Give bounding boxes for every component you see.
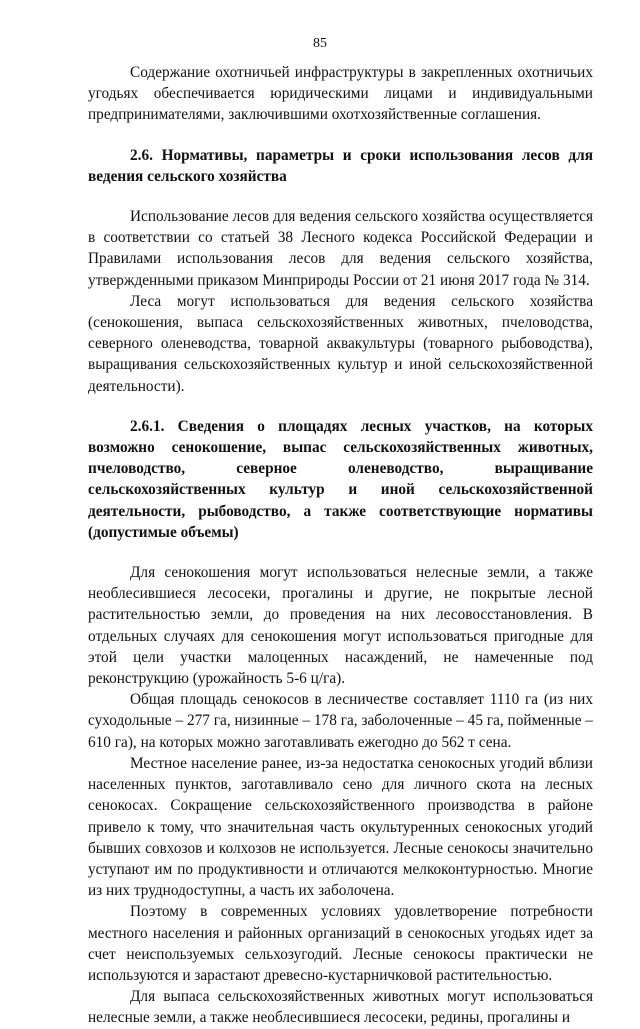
page-number: 85 — [313, 36, 327, 51]
paragraph-grazing-lands: Для выпаса сельскохозяйственных животных могут использоваться нелесные земли, а также необлесившиеся лесосеки, редины, прогалины и — [88, 988, 593, 1027]
paragraph-haymaking-lands: Для сенокошения могут использоваться нелесные земли, а также необлесившиеся лесосеки, прогалины и другие, не покрытые лесной растительностью земли, до проведения на них лесовосстановления. В отдельных случаях для сенокошения могут использоваться пригодные для этой цели участки малоценных насаждений, не намеченные под реконструкцию (урожайность 5-6 ц/га). — [88, 564, 593, 688]
paragraph-local-population: Местное население ранее, из-за недостатка сенокосных угодий вблизи населенных пунктов, заготавливало сено для личного скота на лесных сенокосах. Сокращение сельскохозяйственного производства в районе привело к тому, что значительная часть окультуренных сенокосных угодий бывших совхозов и колхозов не используется. Лесные сенокосы значительно уступают им по продуктивности и отличаются мелкоконтурностью. Многие из них труднодоступны, а часть их заболочена. — [88, 754, 593, 900]
paragraph-forest-use-basis: Использование лесов для ведения сельского хозяйства осуществляется в соответствии со статьей 38 Лесного кодекса Российской Федерации и Правилами использования лесов для ведения сельского хозяйства, утвержденными приказом Минприроды России от 21 июня 2017 года № 314. — [88, 208, 593, 289]
section-heading-2-6: 2.6. Нормативы, параметры и сроки использования лесов для ведения сельского хозяйства — [88, 146, 593, 185]
paragraph-haymaking-area: Общая площадь сенокосов в лесничестве составляет 1110 га (из них суходольные – 277 га, низинные – 178 га, заболоченные – 45 га, пойменные – 610 га), на которых можно заготавливать ежегодно до 562 т сена. — [88, 691, 593, 751]
document-body — [88, 62, 593, 1029]
paragraph-hunting-infrastructure: Содержание охотничьей инфраструктуры в закрепленных охотничьих угодьях обеспечивается юридическими лицами и индивидуальными предпринимателями, заключившими охотхозяйственные соглашения. — [88, 64, 593, 124]
section-heading-2-6-1: 2.6.1. Сведения о площадях лесных участков, на которых возможно сенокошение, выпас сельскохозяйственных животных, пчеловодство, северное оленеводство, выращивание сельскохозяйственных культур и иной сельскохозяйственной деятельности, рыбоводство, а также соответствующие нормативы (допустимые объемы) — [88, 417, 593, 541]
paragraph-forest-use-types: Леса могут использоваться для ведения сельского хозяйства (сенокошения, выпаса сельскохозяйственных животных, пчеловодства, северного оленеводства, товарной аквакультуры (товарного рыбоводства), выращивания сельскохозяйственных культур и иной сельскохозяйственной деятельности). — [88, 292, 593, 395]
paragraph-current-conditions: Поэтому в современных условиях удовлетворение потребности местного населения и районных организаций в сенокосных угодьях идет за счет неиспользуемых сельхозугодий. Лесные сенокосы практически не используются и зарастают древесно-кустарничковой растительностью. — [88, 903, 593, 984]
